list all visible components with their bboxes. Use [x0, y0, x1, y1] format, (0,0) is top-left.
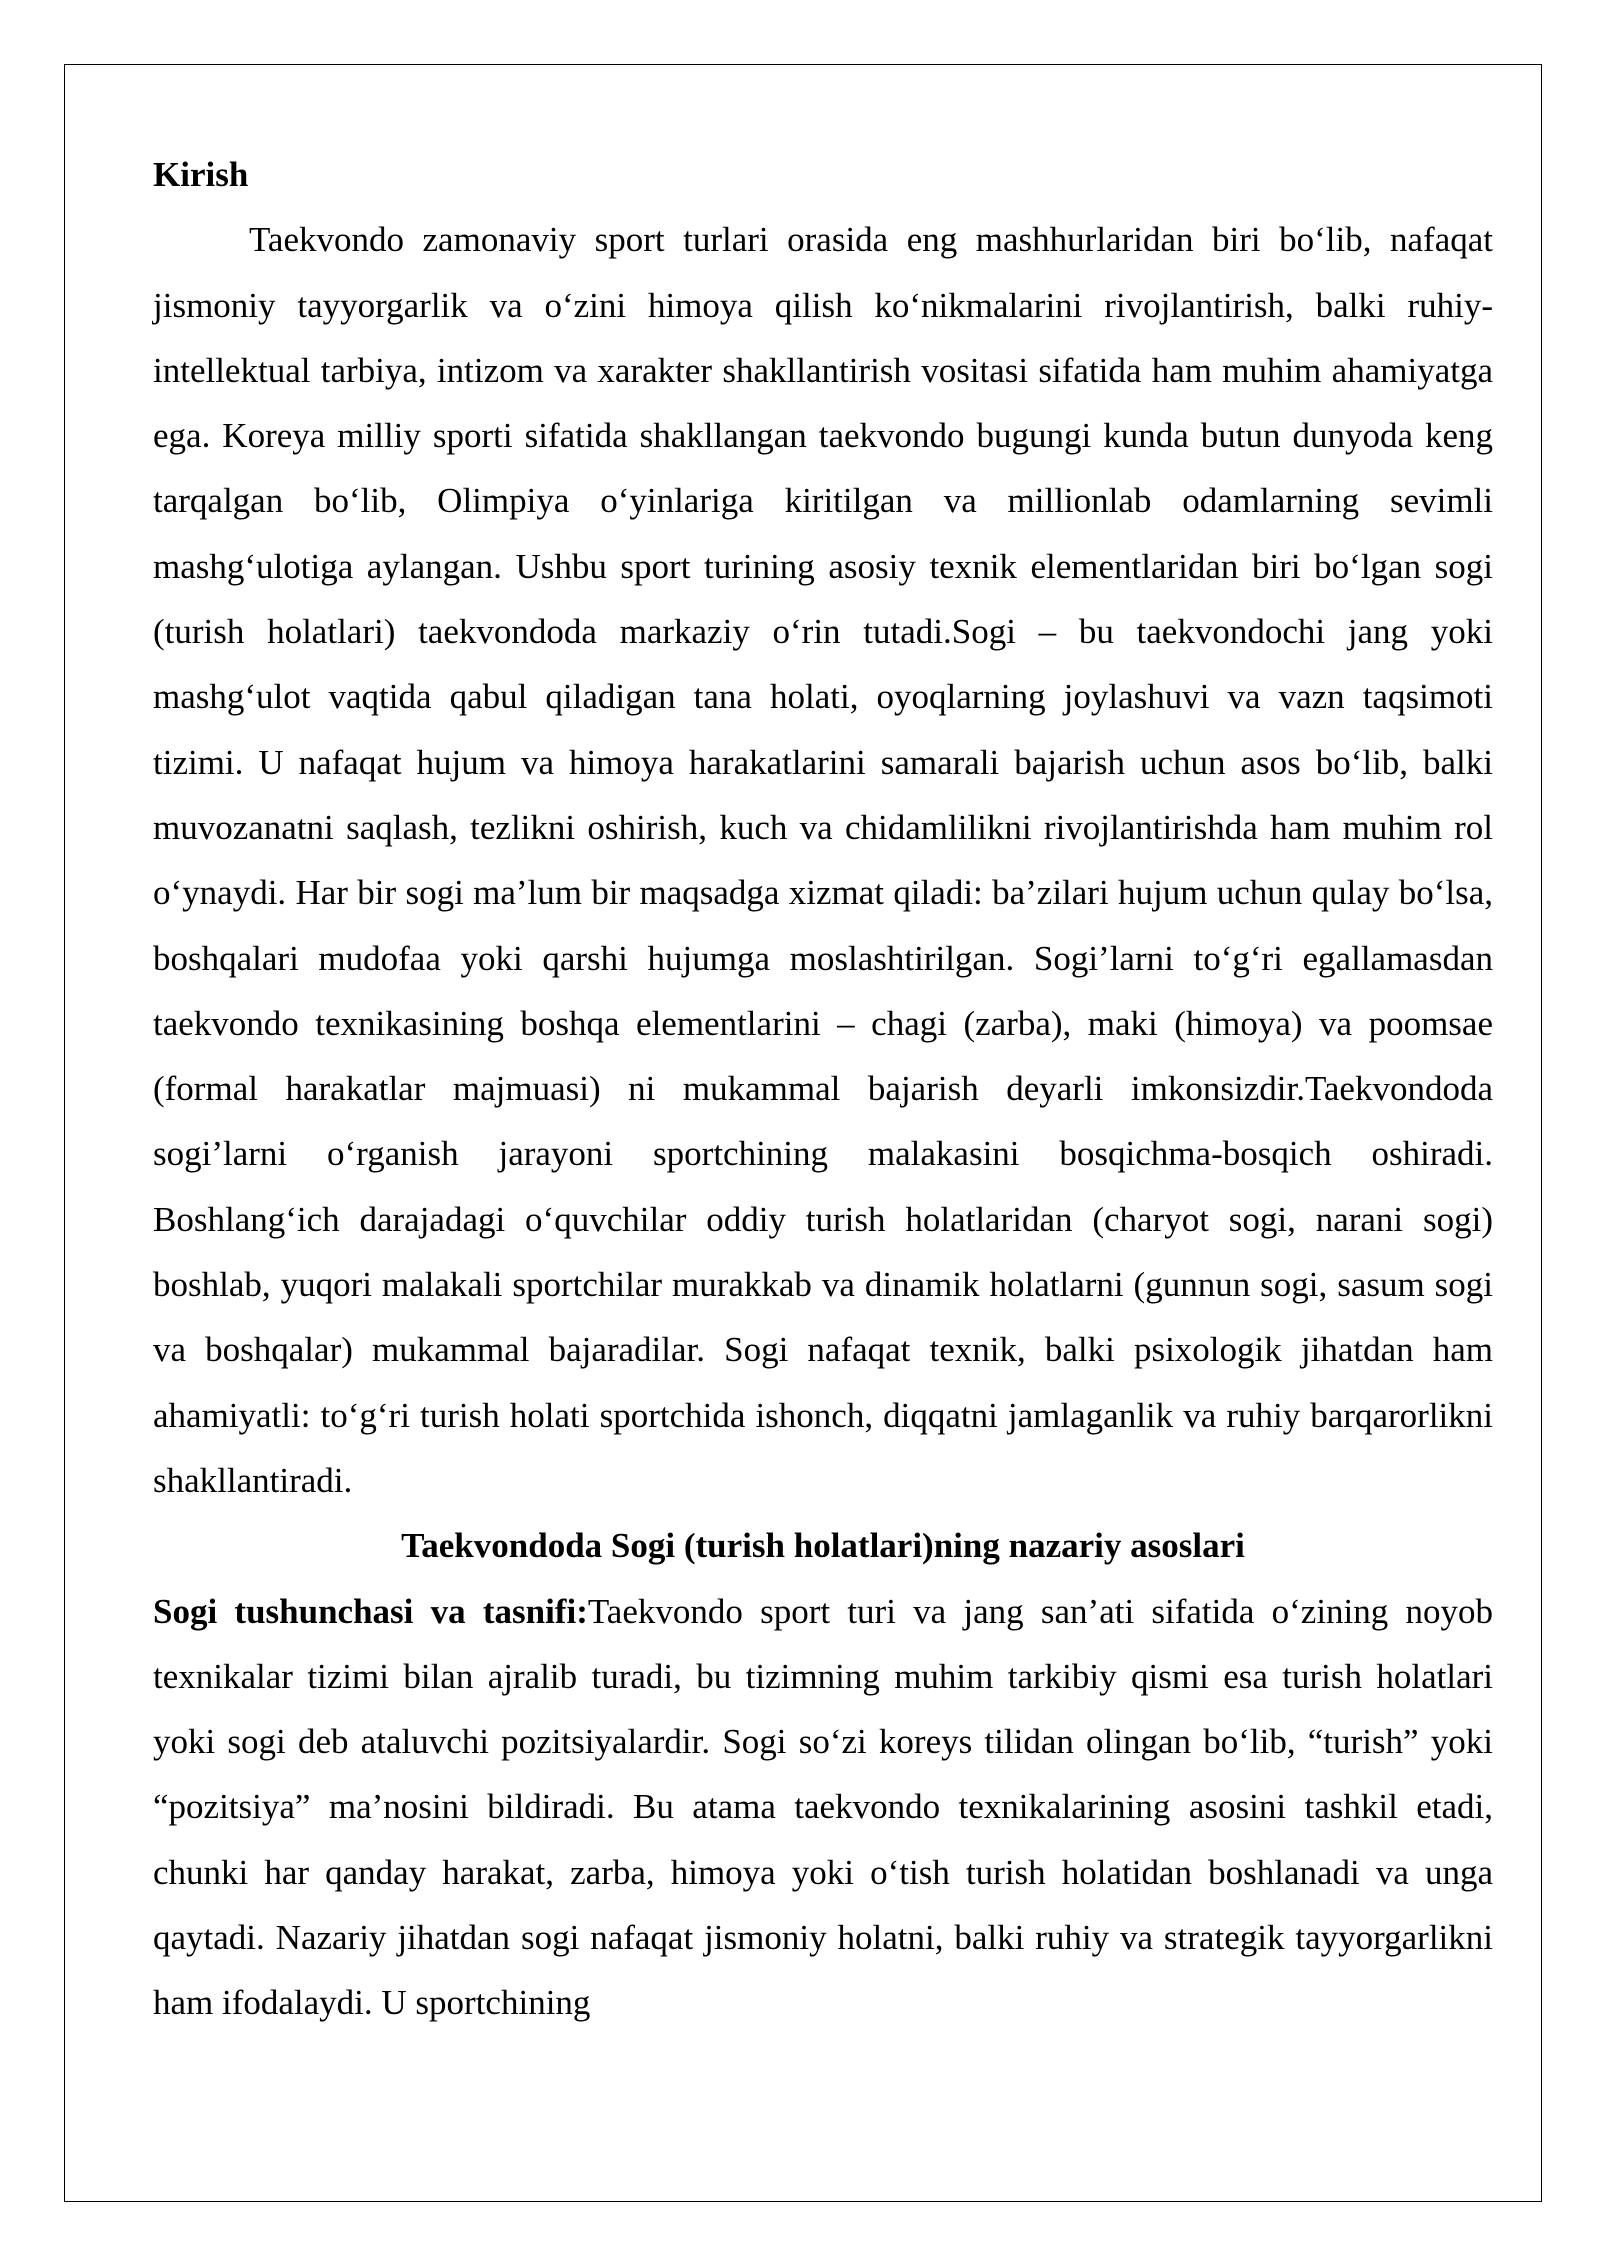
document-body	[153, 142, 1493, 2036]
section-heading-theory: Taekvondoda Sogi (turish holatlari)ning nazariy asoslari	[401, 1526, 1245, 1566]
theory-lead: Sogi tushunchasi va tasnifi:	[153, 1591, 588, 1631]
section-heading-kirish: Kirish	[153, 155, 249, 194]
intro-paragraph: Taekvondo zamonaviy sport turlari orasida eng mashhurlaridan biri bo‘lib, nafaqat jismoniy tayyorgarlik va o‘zini himoya qilish ko‘nikmalarini rivojlantirish, balki ruhiy-intellektual tarbiya, intizom va xarakter shakllantirish vositasi sifatida ham muhim ahamiyatga ega. Koreya milliy sporti sifatida shakllangan taekvondo bugungi kunda butun dunyoda keng tarqalgan bo‘lib, Olimpiya o‘yinlariga kiritilgan va millionlab odamlarning sevimli mashg‘ulotiga aylangan. Ushbu sport turining asosiy texnik elementlaridan biri bo‘lgan sogi (turish holatlari) taekvondoda markaziy o‘rin tutadi.Sogi – bu taekvondochi jang yoki mashg‘ulot vaqtida qabul qiladigan tana holati, oyoqlarning joylashuvi va vazn taqsimoti tizimi. U nafaqat hujum va himoya harakatlarini samarali bajarish uchun asos bo‘lib, balki muvozanatni saqlash, tezlikni oshirish, kuch va chidamlilikni rivojlantirishda ham muhim rol o‘ynaydi. Har bir sogi ma’lum bir maqsadga xizmat qiladi: ba’zilari hujum uchun qulay bo‘lsa, boshqalari mudofaa yoki qarshi hujumga moslashtirilgan. Sogi’larni to‘g‘ri egallamasdan taekvondo texnikasining boshqa elementlarini – chagi (zarba), maki (himoya) va poomsae (formal harakatlar majmuasi) ni mukammal bajarish deyarli imkonsizdir.Taekvondoda sogi’larni o‘rganish jarayoni sportchining malakasini bosqichma-bosqich oshiradi. Boshlang‘ich darajadagi o‘quvchilar oddiy turish holatlaridan (charyot sogi, narani sogi) boshlab, yuqori malakali sportchilar murakkab va dinamik holatlarni (gunnun sogi, sasum sogi va boshqalar) mukammal bajaradilar. Sogi nafaqat texnik, balki psixologik jihatdan ham ahamiyatli: to‘g‘ri turish holati sportchida ishonch, diqqatni jamlaganlik va ruhiy barqarorlikni shakllantiradi.	[153, 220, 1493, 1500]
theory-paragraph	[153, 1579, 1493, 2036]
theory-paragraph-text: Taekvondo sport turi va jang san’ati sifatida o‘zining noyob texnikalar tizimi bilan ajralib turadi, bu tizimning muhim tarkibiy qismi esa turish holatlari yoki sogi deb ataluvchi pozitsiyalardir. Sogi so‘zi koreys tilidan olingan bo‘lib, “turish” yoki “pozitsiya” ma’nosini bildiradi. Bu atama taekvondo texnikalarining asosini tashkil etadi, chunki har qanday harakat, zarba, himoya yoki o‘tish turish holatidan boshlanadi va unga qaytadi. Nazariy jihatdan sogi nafaqat jismoniy holatni, balki ruhiy va strategik tayyorgarlikni ham ifodalaydi. U sportchining	[153, 1591, 1494, 2023]
